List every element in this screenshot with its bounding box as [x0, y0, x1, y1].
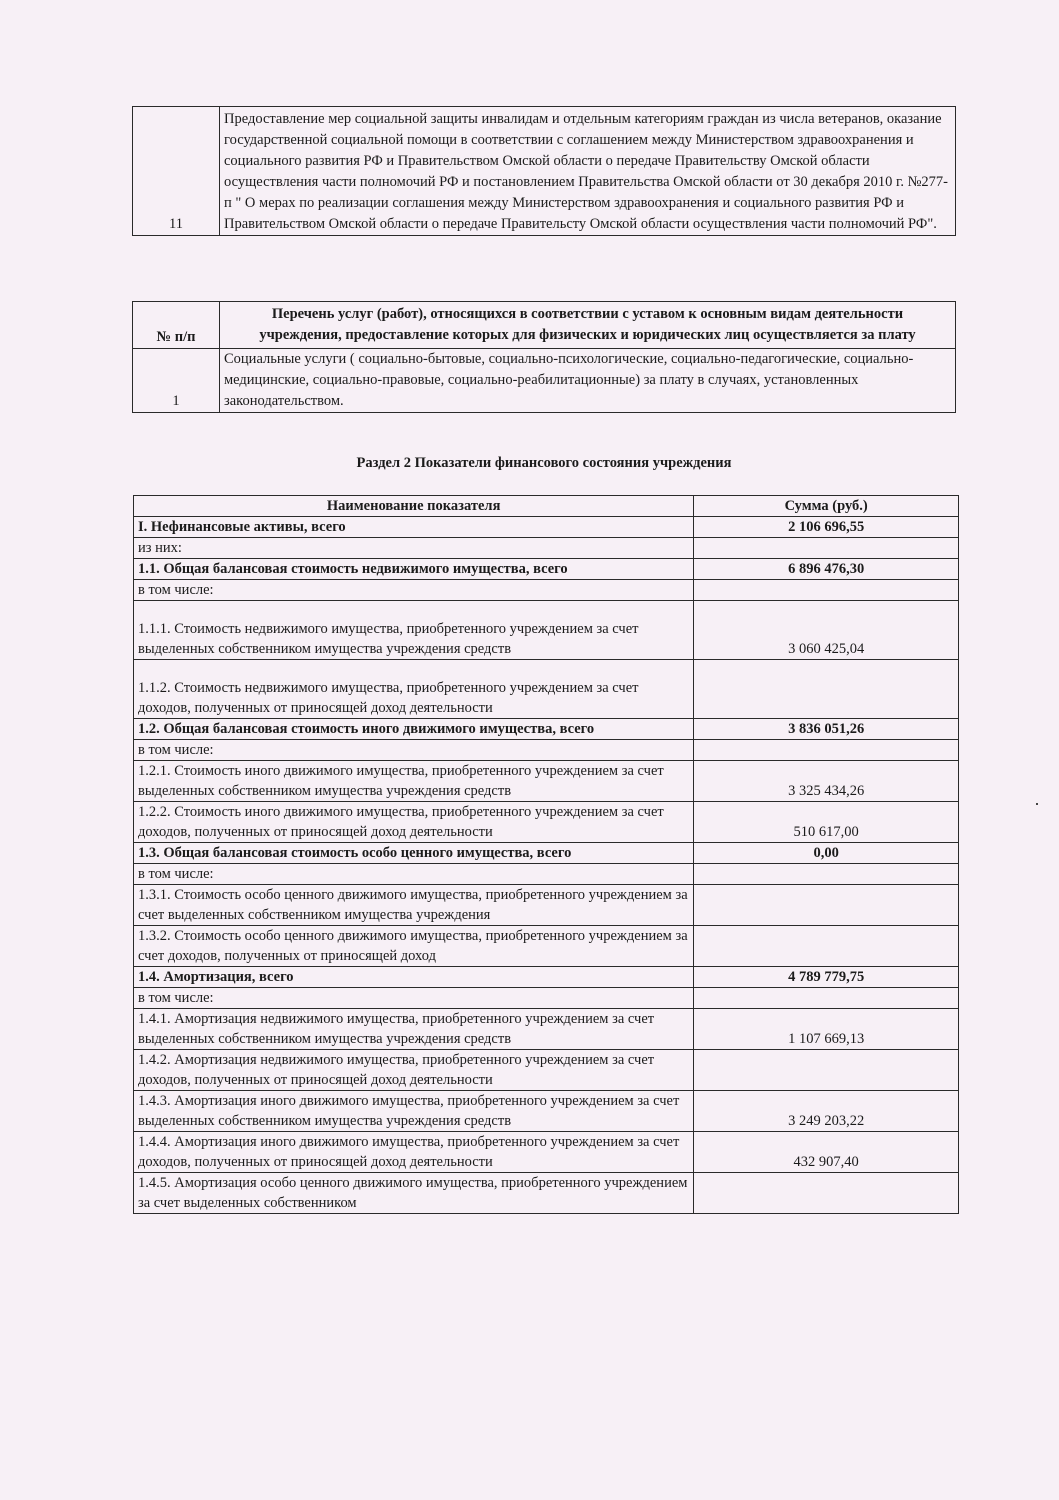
- table-row: [134, 1132, 959, 1173]
- indicator-name: I. Нефинансовые активы, всего: [134, 517, 694, 538]
- table-row: [134, 761, 959, 802]
- table-row: [134, 1009, 959, 1050]
- indicator-sum: [694, 864, 959, 885]
- indicator-name: из них:: [134, 538, 694, 559]
- indicator-name: 1.3.1. Стоимость особо ценного движимого имущества, приобретенного учреждением за счет выделенных собственником имущества учреждения: [134, 885, 694, 926]
- indicator-name: в том числе:: [134, 740, 694, 761]
- header-indicator-name: Наименование показателя: [134, 496, 694, 517]
- paid-services-table: [132, 301, 956, 413]
- table-row: [134, 740, 959, 761]
- row-text: Социальные услуги ( социально-бытовые, социально-психологические, социально-педагогические, социально-медицинские, социально-правовые, социально-реабилитационные) за плату в случаях, установленных законодательством.: [220, 349, 956, 413]
- table-header-row: [134, 496, 959, 517]
- table-row: [134, 885, 959, 926]
- table-row: [134, 988, 959, 1009]
- header-sum: Сумма (руб.): [694, 496, 959, 517]
- table-row: [134, 802, 959, 843]
- indicator-name: 1.4.3. Амортизация иного движимого имущества, приобретенного учреждением за счет выделенных собственником имущества учреждения средств: [134, 1091, 694, 1132]
- row-number: 1: [133, 349, 220, 413]
- indicator-sum: [694, 1173, 959, 1214]
- indicator-name: 1.4.1. Амортизация недвижимого имущества, приобретенного учреждением за счет выделенных собственником имущества учреждения средств: [134, 1009, 694, 1050]
- indicator-name: 1.1. Общая балансовая стоимость недвижимого имущества, всего: [134, 559, 694, 580]
- indicator-name: 1.4. Амортизация, всего: [134, 967, 694, 988]
- indicator-sum: 3 325 434,26: [694, 761, 959, 802]
- indicator-sum: 3 836 051,26: [694, 719, 959, 740]
- table-row: [134, 601, 959, 660]
- indicator-name: 1.1.1. Стоимость недвижимого имущества, приобретенного учреждением за счет выделенных собственником имущества учреждения средств: [134, 601, 694, 660]
- indicator-sum: 432 907,40: [694, 1132, 959, 1173]
- indicator-sum: [694, 740, 959, 761]
- table-row: [134, 660, 959, 719]
- table-row: [134, 864, 959, 885]
- table-header-row: [133, 302, 956, 349]
- table-row: [134, 926, 959, 967]
- indicator-name: 1.1.2. Стоимость недвижимого имущества, приобретенного учреждением за счет доходов, полученных от приносящей доход деятельности: [134, 660, 694, 719]
- indicator-name: 1.3.2. Стоимость особо ценного движимого имущества, приобретенного учреждением за счет доходов, полученных от приносящей доход: [134, 926, 694, 967]
- table-row: [134, 719, 959, 740]
- indicator-sum: 0,00: [694, 843, 959, 864]
- table-row: [133, 107, 956, 236]
- indicator-sum: [694, 580, 959, 601]
- table-row: [134, 580, 959, 601]
- indicator-name: 1.4.4. Амортизация иного движимого имущества, приобретенного учреждением за счет доходов, полученных от приносящей доход деятельности: [134, 1132, 694, 1173]
- indicator-sum: 510 617,00: [694, 802, 959, 843]
- indicator-sum: 6 896 476,30: [694, 559, 959, 580]
- indicator-name: 1.2.2. Стоимость иного движимого имущества, приобретенного учреждением за счет доходов, полученных от приносящей доход деятельности: [134, 802, 694, 843]
- indicator-sum: 4 789 779,75: [694, 967, 959, 988]
- table-row: [134, 1173, 959, 1214]
- header-services: Перечень услуг (работ), относящихся в соответствии с уставом к основным видам деятельности учреждения, предоставление которых для физических и юридических лиц осуществляется за плату: [220, 302, 956, 349]
- section-title: Раздел 2 Показатели финансового состояния учреждения: [356, 455, 732, 471]
- table-row: [134, 538, 959, 559]
- table-row: [134, 967, 959, 988]
- indicator-sum: [694, 538, 959, 559]
- indicator-name: в том числе:: [134, 580, 694, 601]
- indicator-sum: 1 107 669,13: [694, 1009, 959, 1050]
- row-text: Предоставление мер социальной защиты инвалидам и отдельным категориям граждан из числа ветеранов, оказание государственной социальной помощи в соответствии с соглашением между Министерством здравоохранения и социального развития РФ и Правительством Омской области о передаче Правительству Омской области осуществления части полномочий РФ и постановлением Правительства Омской области от 30 декабря 2010 г. №277-п " О мерах по реализации соглашения между Министерством здравоохранения и социального развития РФ и Правительством Омской области о передаче Правительсту Омской области осуществления части полномочий РФ".: [220, 107, 956, 236]
- indicator-name: 1.4.5. Амортизация особо ценного движимого имущества, приобретенного учреждением за счет выделенных собственником: [134, 1173, 694, 1214]
- indicator-sum: [694, 926, 959, 967]
- table-row: [134, 843, 959, 864]
- indicator-sum: 3 060 425,04: [694, 601, 959, 660]
- indicator-sum: [694, 660, 959, 719]
- indicator-name: 1.2.1. Стоимость иного движимого имущества, приобретенного учреждением за счет выделенных собственником имущества учреждения средств: [134, 761, 694, 802]
- table-row: [134, 517, 959, 538]
- indicator-sum: [694, 988, 959, 1009]
- table-row: [134, 1050, 959, 1091]
- indicator-name: в том числе:: [134, 988, 694, 1009]
- indicator-sum: [694, 885, 959, 926]
- indicator-name: в том числе:: [134, 864, 694, 885]
- indicator-sum: 2 106 696,55: [694, 517, 959, 538]
- financial-indicators-table: [133, 495, 959, 1214]
- table-row: [133, 349, 956, 413]
- table-row: [134, 559, 959, 580]
- header-number: № п/п: [133, 302, 220, 349]
- measures-table: [132, 106, 956, 236]
- indicator-name: 1.4.2. Амортизация недвижимого имущества, приобретенного учреждением за счет доходов, полученных от приносящей доход деятельности: [134, 1050, 694, 1091]
- indicator-sum: [694, 1050, 959, 1091]
- indicator-sum: 3 249 203,22: [694, 1091, 959, 1132]
- table-row: [134, 1091, 959, 1132]
- indicator-name: 1.2. Общая балансовая стоимость иного движимого имущества, всего: [134, 719, 694, 740]
- scan-speck: [1036, 803, 1038, 805]
- indicator-name: 1.3. Общая балансовая стоимость особо ценного имущества, всего: [134, 843, 694, 864]
- row-number: 11: [133, 107, 220, 236]
